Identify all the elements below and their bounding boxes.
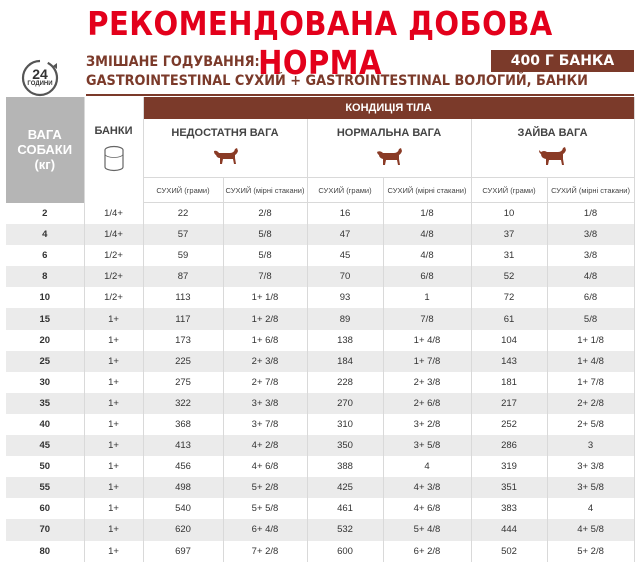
- cell-cans: 1+: [84, 351, 143, 372]
- cell-cans: 1+: [84, 477, 143, 498]
- cell-weight: 4: [6, 224, 84, 245]
- cell-cans: 1+: [84, 435, 143, 456]
- cell-under-grams: 620: [143, 519, 223, 540]
- cell-under-cups: 2/8: [223, 203, 307, 225]
- cell-weight: 35: [6, 393, 84, 414]
- table-row: [6, 519, 634, 540]
- cell-over-grams: 444: [471, 519, 547, 540]
- feeding-table: [6, 97, 635, 562]
- group-underweight-label: НЕДОСТАТНЯ ВАГА: [171, 127, 279, 139]
- cell-under-grams: 113: [143, 287, 223, 308]
- cell-over-grams: 143: [471, 351, 547, 372]
- cell-normal-grams: 600: [307, 541, 383, 562]
- cell-normal-grams: 228: [307, 372, 383, 393]
- cell-under-grams: 59: [143, 245, 223, 266]
- cell-weight: 8: [6, 266, 84, 287]
- clock-number: 24: [32, 66, 48, 82]
- feeding-type-label: ЗМІШАНЕ ГОДУВАННЯ:: [86, 54, 260, 70]
- dog-icon-overweight: [538, 145, 568, 167]
- cell-normal-cups: 7/8: [383, 308, 471, 329]
- cell-normal-cups: 3+ 5/8: [383, 435, 471, 456]
- table-row: [6, 308, 634, 329]
- sub-dry-cups-1: СУХИЙ (мірні стакани): [223, 178, 307, 203]
- table-row: [6, 393, 634, 414]
- group-overweight-label: ЗАЙВА ВАГА: [517, 127, 588, 139]
- cell-over-grams: 52: [471, 266, 547, 287]
- cell-under-grams: 697: [143, 541, 223, 562]
- cell-cans: 1+: [84, 372, 143, 393]
- table-row: [6, 245, 634, 266]
- cell-normal-grams: 425: [307, 477, 383, 498]
- cell-over-cups: 1/8: [547, 203, 634, 225]
- cell-under-grams: 368: [143, 414, 223, 435]
- group-normal: [307, 119, 471, 178]
- cell-weight: 40: [6, 414, 84, 435]
- body-condition-header: КОНДИЦІЯ ТІЛА: [143, 97, 634, 119]
- cell-under-cups: 5/8: [223, 245, 307, 266]
- cell-under-cups: 4+ 2/8: [223, 435, 307, 456]
- cell-over-cups: 4: [547, 498, 634, 519]
- cell-under-cups: 3+ 7/8: [223, 414, 307, 435]
- cell-over-cups: 3+ 3/8: [547, 456, 634, 477]
- cell-under-grams: 498: [143, 477, 223, 498]
- header-divider: [86, 94, 634, 96]
- cell-under-cups: 1+ 2/8: [223, 308, 307, 329]
- weight-header-line2: СОБАКИ: [17, 142, 73, 158]
- cell-under-cups: 6+ 4/8: [223, 519, 307, 540]
- cell-under-grams: 117: [143, 308, 223, 329]
- dog-icon-underweight: [210, 145, 240, 167]
- cell-weight: 60: [6, 498, 84, 519]
- cell-normal-cups: 1+ 4/8: [383, 330, 471, 351]
- cell-under-cups: 7/8: [223, 266, 307, 287]
- cell-weight: 70: [6, 519, 84, 540]
- cell-weight: 25: [6, 351, 84, 372]
- cell-over-cups: 5/8: [547, 308, 634, 329]
- cell-normal-cups: 2+ 6/8: [383, 393, 471, 414]
- cell-under-grams: 275: [143, 372, 223, 393]
- cell-under-cups: 7+ 2/8: [223, 541, 307, 562]
- cell-over-cups: 1+ 4/8: [547, 351, 634, 372]
- cell-under-grams: 57: [143, 224, 223, 245]
- cell-over-grams: 61: [471, 308, 547, 329]
- cell-cans: 1+: [84, 456, 143, 477]
- cell-normal-cups: 4/8: [383, 224, 471, 245]
- table-row: [6, 477, 634, 498]
- weight-header-line1: ВАГА: [27, 127, 62, 143]
- table-row: [6, 224, 634, 245]
- cell-over-grams: 10: [471, 203, 547, 225]
- cell-over-grams: 286: [471, 435, 547, 456]
- table-row: [6, 435, 634, 456]
- dog-icon-normal: [374, 145, 404, 167]
- cell-normal-cups: 1: [383, 287, 471, 308]
- cell-normal-grams: 16: [307, 203, 383, 225]
- feeding-table-body: [6, 203, 634, 562]
- weight-header: [6, 97, 84, 203]
- weight-header-unit: (кг): [34, 157, 56, 173]
- cell-over-cups: 1+ 1/8: [547, 330, 634, 351]
- table-row: [6, 203, 634, 225]
- cell-weight: 2: [6, 203, 84, 225]
- cell-normal-cups: 4/8: [383, 245, 471, 266]
- cell-normal-grams: 532: [307, 519, 383, 540]
- cell-under-grams: 22: [143, 203, 223, 225]
- sub-dry-cups-2: СУХИЙ (мірні стакани): [383, 178, 471, 203]
- cell-under-grams: 225: [143, 351, 223, 372]
- cell-over-cups: 3/8: [547, 224, 634, 245]
- cell-normal-cups: 6+ 2/8: [383, 541, 471, 562]
- cell-over-grams: 319: [471, 456, 547, 477]
- feeding-type-products: GASTROINTESTINAL СУХИЙ + GASTROINTESTINAL ВОЛОГИЙ, БАНКИ: [86, 73, 588, 89]
- cell-normal-cups: 6/8: [383, 266, 471, 287]
- cell-weight: 20: [6, 330, 84, 351]
- cell-normal-grams: 310: [307, 414, 383, 435]
- cell-normal-grams: 138: [307, 330, 383, 351]
- cell-weight: 6: [6, 245, 84, 266]
- cell-over-cups: 2+ 5/8: [547, 414, 634, 435]
- cell-cans: 1/4+: [84, 203, 143, 225]
- cell-over-grams: 37: [471, 224, 547, 245]
- cans-header-label: БАНКИ: [94, 125, 133, 137]
- cell-over-grams: 383: [471, 498, 547, 519]
- clock-unit: ГОДИНИ: [27, 81, 53, 87]
- cell-under-grams: 456: [143, 456, 223, 477]
- cell-normal-grams: 47: [307, 224, 383, 245]
- cell-normal-grams: 388: [307, 456, 383, 477]
- cell-under-cups: 5/8: [223, 224, 307, 245]
- cell-normal-cups: 1/8: [383, 203, 471, 225]
- cell-under-grams: 540: [143, 498, 223, 519]
- group-overweight: [471, 119, 634, 178]
- cell-over-cups: 3: [547, 435, 634, 456]
- cell-weight: 30: [6, 372, 84, 393]
- cell-normal-cups: 2+ 3/8: [383, 372, 471, 393]
- cell-under-cups: 4+ 6/8: [223, 456, 307, 477]
- table-row: [6, 287, 634, 308]
- cell-cans: 1+: [84, 330, 143, 351]
- sub-dry-grams-1: СУХИЙ (грами): [143, 178, 223, 203]
- cell-over-grams: 31: [471, 245, 547, 266]
- cell-normal-grams: 93: [307, 287, 383, 308]
- table-row: [6, 541, 634, 562]
- cell-weight: 50: [6, 456, 84, 477]
- cell-weight: 55: [6, 477, 84, 498]
- cell-weight: 15: [6, 308, 84, 329]
- page-title: РЕКОМЕНДОВАНА ДОБОВА НОРМА: [87, 4, 553, 82]
- can-size-badge: 400 Г БАНКА: [491, 50, 634, 72]
- cell-weight: 10: [6, 287, 84, 308]
- cell-normal-cups: 4+ 6/8: [383, 498, 471, 519]
- cell-over-cups: 2+ 2/8: [547, 393, 634, 414]
- cell-under-grams: 413: [143, 435, 223, 456]
- cell-normal-cups: 4: [383, 456, 471, 477]
- cell-under-cups: 5+ 5/8: [223, 498, 307, 519]
- group-underweight: [143, 119, 307, 178]
- cell-normal-grams: 461: [307, 498, 383, 519]
- cell-over-cups: 6/8: [547, 287, 634, 308]
- table-row: [6, 330, 634, 351]
- cell-over-grams: 217: [471, 393, 547, 414]
- cell-over-cups: 1+ 7/8: [547, 372, 634, 393]
- cell-normal-grams: 70: [307, 266, 383, 287]
- cell-cans: 1+: [84, 308, 143, 329]
- cell-cans: 1/4+: [84, 224, 143, 245]
- cell-under-grams: 173: [143, 330, 223, 351]
- cell-normal-grams: 45: [307, 245, 383, 266]
- table-row: [6, 456, 634, 477]
- table-row: [6, 498, 634, 519]
- cell-under-grams: 87: [143, 266, 223, 287]
- group-normal-label: НОРМАЛЬНА ВАГА: [336, 127, 442, 139]
- sub-dry-grams-2: СУХИЙ (грами): [307, 178, 383, 203]
- cell-weight: 80: [6, 541, 84, 562]
- cell-over-grams: 502: [471, 541, 547, 562]
- sub-dry-grams-3: СУХИЙ (грами): [471, 178, 547, 203]
- cell-normal-grams: 350: [307, 435, 383, 456]
- cell-cans: 1/2+: [84, 245, 143, 266]
- cell-cans: 1+: [84, 541, 143, 562]
- cell-normal-cups: 3+ 2/8: [383, 414, 471, 435]
- cell-normal-grams: 89: [307, 308, 383, 329]
- cell-under-cups: 1+ 6/8: [223, 330, 307, 351]
- cell-cans: 1+: [84, 414, 143, 435]
- can-icon: [103, 145, 125, 173]
- cell-over-grams: 104: [471, 330, 547, 351]
- cell-over-grams: 181: [471, 372, 547, 393]
- table-row: [6, 372, 634, 393]
- cell-normal-cups: 1+ 7/8: [383, 351, 471, 372]
- cell-over-cups: 3/8: [547, 245, 634, 266]
- cell-under-cups: 1+ 1/8: [223, 287, 307, 308]
- cell-over-cups: 4/8: [547, 266, 634, 287]
- cell-over-cups: 4+ 5/8: [547, 519, 634, 540]
- clock-icon: [20, 58, 60, 98]
- cell-under-cups: 2+ 3/8: [223, 351, 307, 372]
- cell-cans: 1+: [84, 519, 143, 540]
- cell-under-cups: 5+ 2/8: [223, 477, 307, 498]
- cell-normal-cups: 5+ 4/8: [383, 519, 471, 540]
- cell-normal-cups: 4+ 3/8: [383, 477, 471, 498]
- cell-over-cups: 5+ 2/8: [547, 541, 634, 562]
- table-row: [6, 266, 634, 287]
- cell-cans: 1/2+: [84, 266, 143, 287]
- cell-over-grams: 351: [471, 477, 547, 498]
- cell-under-cups: 3+ 3/8: [223, 393, 307, 414]
- table-row: [6, 414, 634, 435]
- cell-over-grams: 72: [471, 287, 547, 308]
- cell-weight: 45: [6, 435, 84, 456]
- cell-under-grams: 322: [143, 393, 223, 414]
- sub-dry-cups-3: СУХИЙ (мірні стакани): [547, 178, 634, 203]
- cell-under-cups: 2+ 7/8: [223, 372, 307, 393]
- cell-normal-grams: 184: [307, 351, 383, 372]
- cans-header: [84, 97, 143, 203]
- cell-cans: 1+: [84, 393, 143, 414]
- cell-cans: 1+: [84, 498, 143, 519]
- cell-cans: 1/2+: [84, 287, 143, 308]
- cell-over-cups: 3+ 5/8: [547, 477, 634, 498]
- table-row: [6, 351, 634, 372]
- cell-normal-grams: 270: [307, 393, 383, 414]
- cell-over-grams: 252: [471, 414, 547, 435]
